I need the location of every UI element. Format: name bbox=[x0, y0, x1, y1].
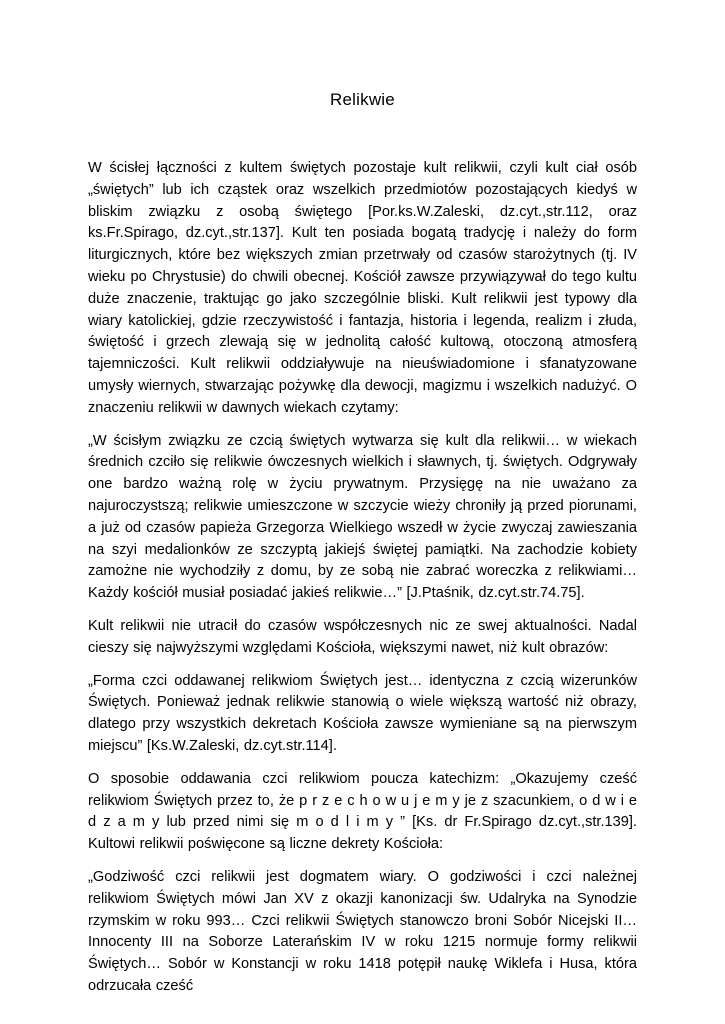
paragraph-actuality: Kult relikwii nie utracił do czasów współczesnych nic ze swej aktualności. Nadal cieszy się najwyższymi względami Kościoła, większymi nawet, niż kult obrazów: bbox=[88, 617, 637, 656]
paragraph-quote-ptasnik: „W ścisłym związku ze czcią świętych wytwarza się kult dla relikwii… w wiekach średnich czciło się relikwie ówczesnych wielkich i sławnych, tj. świętych. Odgrywały one bardzo ważną rolę w życiu prywatnym. Przysięgę na nie uważano za najuroczystszą; relikwie umieszczone w szczycie wieży chroniły ją przed piorunami, a już od czasów papieża Grzegorza Wielkiego wszedł w życie zwyczaj zawieszania na szyi medalionków ze szczyptą jakiejś świętej pamiątki. Na zachodzie kobiety zamożne nie wychodziły z domu, by ze sobą nie zabrać woreczka z relikwiami… Każdy kościół musiał posiadać jakieś relikwie…” [J.Ptaśnik, dz.cyt.str.74.75]. bbox=[88, 432, 637, 602]
paragraph-decrees: „Godziwość czci relikwii jest dogmatem wiary. O godziwości i czci należnej relikwiom Świętych mówi Jan XV z okazji kanonizacji św. Udalryka na Synodzie rzymskim w roku 993… Czci relikwii Świętych stanowczo broni Sobór Nicejski II… Innocenty III na Soborze Laterańskim IV w roku 1215 normuje formy relikwii Świętych… Sobór w Konstancji w roku 1418 potępił naukę Wiklefa i Husa, która odrzucała cześć bbox=[88, 868, 637, 994]
paragraph-catechism: O sposobie oddawania czci relikwiom poucza katechizm: „Okazujemy cześć relikwiom Świętych przez to, że p r z e c h o w u j e m y je z szacunkiem, o d w i e d z a m y lub przed nimi się m o d l i m y ” [Ks. dr Fr.Spirago dz.cyt.,str.139]. Kultowi relikwii poświęcone są liczne dekrety Kościoła: bbox=[88, 770, 637, 853]
paragraph-quote-zaleski: „Forma czci oddawanej relikwiom Świętych jest… identyczna z czcią wizerunków Świętych. Ponieważ jednak relikwie stanowią o wiele większą wartość niż obrazy, dlatego przy wszystkich dekretach Kościoła zawsze wymieniane są na pierwszym miejscu” [Ks.W.Zaleski, dz.cyt.str.114]. bbox=[88, 672, 637, 754]
page-title: Relikwie bbox=[330, 90, 395, 109]
paragraph-intro: W ścisłej łączności z kultem świętych pozostaje kult relikwii, czyli kult ciał osób „świętych” lub ich cząstek oraz wszelkich przedmiotów pozostających kiedyś w bliskim związku z osobą świętego [Por.ks.W.Zaleski, dz.cyt.,str.112, oraz ks.Fr.Spirago, dz.cyt.,str.137]. Kult ten posiada bogatą tradycję i należy do form liturgicznych, które bez większych zmian przetrwały od czasów starożytnych (tj. IV wieku po Chrystusie) do chwili obecnej. Kościół zawsze przywiązywał do tego kultu duże znaczenie, traktując go jako szczególnie bliski. Kult relikwii jest typowy dla wiary katolickiej, gdzie rzeczywistość i fantazja, historia i legenda, realizm i złuda, świętość i grzech zlewają się w jednolitą całość kultową, otoczoną atmosferą tajemniczości. Kult relikwii oddziaływuje na nieuświadomione i sfanatyzowane umysły wiernych, stwarzając pożywkę dla dewocji, magizmu i wszelkich nadużyć. O znaczeniu relikwii w dawnych wiekach czytamy: bbox=[88, 160, 637, 416]
